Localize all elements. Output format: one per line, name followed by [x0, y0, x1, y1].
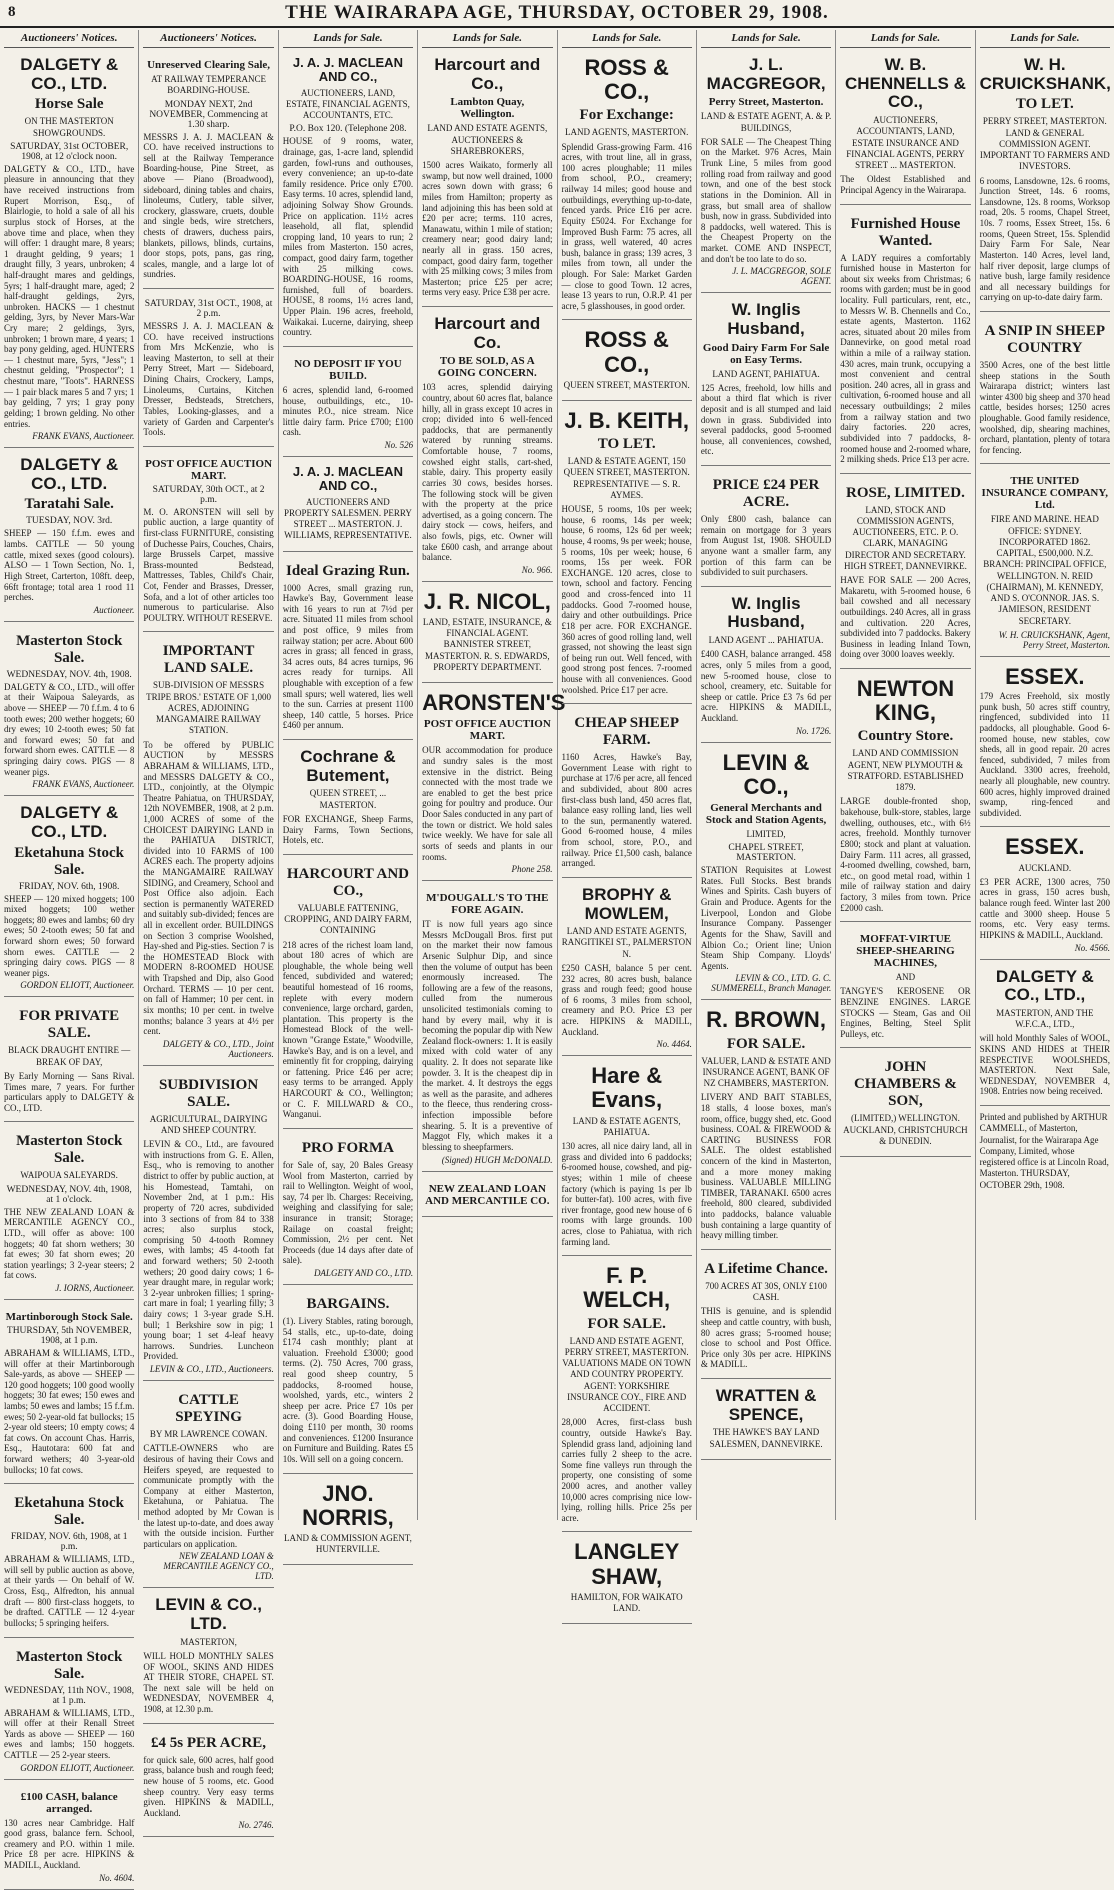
advertisement	[143, 52, 273, 289]
ad-body: A LADY requires a comfortably furnished house in Masterton for about six weeks from Christmas; 6 rooms with garden; must be in good locality. Full particulars, rent, etc., to Messrs W. B. Chennells and Co., estate agents, Masterton. 1162 acres, situated about 20 miles from Dannevirke, on good metal road within a mile of a railway station. 430 acres, main trunk, occupying a most convenient and central position. 240 acres, all in grass and cultivation, 6-roomed house and all necessary outbuildings; 2 miles from a railway station and two dairy factories. 220 acres, subdivided into 7 paddocks, 8-roomed house and 2-roomed whare, 2 milking sheds. Price £13 per acre.	[840, 252, 971, 465]
ad-body: DALGETY & CO., LTD., will offer at their Waipoua Saleyards, as above — SHEEP — 70 f.f.m. 4 to 6 tooth ewes; 200 wether hoggets; 60 dry ewes; 10 2-tooth ewes; 50 fat and forward ewes; 50 fat and forward shorn ewes. CATTLE — 8 springing dairy cows. PIGS — 8 weaner pigs.	[4, 681, 135, 777]
ad-subtitle: FIRE AND MARINE. HEAD OFFICE: SYDNEY. INCORPORATED 1862. CAPITAL, £500,000. N.Z. BRANCH: PRINCIPAL OFFICE, WELLINGTON. N. REID (CHAIRMAN), M. KENNEDY, AND S. O'CONNOR. JAS. S. JAMIESON, RESIDENT SECRETARY.	[983, 514, 1107, 626]
ad-body: LEVIN & CO., Ltd., are favoured with instructions from G. E. Allen, Esq., who is removing to another district to offer by public auction, at his Homestead, Tamtahi, on November 2nd, at 1 p.m.: His property of 720 acres, subdivided into 3 sections of from 84 to 338 acres; also surplus stock, comprising 50 4-tooth Romney ewes, with lambs; 45 4-tooth fat and forward wethers; 50 2-tooth wethers; 20 good dairy cows; 1 6-year draught mare, in regular work; 3 2-year unbroken fillies; 1 spring-cart mare in foal; 1 yearling filly; 3 dairy cows; 1 3-year grade S.H. bull; 1 Berkshire sow in pig; 1 young boar; 1 set 4-leaf heavy harrows. Sundries. Luncheon Provided.	[143, 1139, 274, 1362]
advertisement	[422, 311, 552, 582]
advertiser-name: Cochrane & Butement,	[300, 747, 396, 785]
ad-heading: Ideal Grazing Run.	[286, 562, 410, 579]
advertiser-name: LEVIN & CO., LTD.	[155, 1595, 262, 1634]
ad-body: £250 CASH, balance 5 per cent. 232 acres, 80 acres bush, balance grass and rough feed; good house of 6 rooms, 3 miles from school, creamery and P.O. Price £3 per acre. HIPKINS & MADILL, Auckland.	[561, 962, 692, 1037]
advertisement	[701, 747, 831, 1001]
ad-body: LIVERY AND BAIT STABLES, 18 stalls, 4 loose boxes, man's room, office, buggy shed, etc. Good business. COAL & FIREWOOD & CARTING BUSINESS FOR SALE. The oldest established concern of the kind in Masterton, and a more money making business. VALUABLE MILLING TIMBER, TARANAKI. 6500 acres freehold, 800 cleared, subdivided into paddocks, balance valuable bush containing a large quantity of heavy milling timber.	[700, 1092, 832, 1241]
advertiser-name: F. P. WELCH,	[583, 1263, 671, 1313]
ad-heading: FOR PRIVATE SALE.	[19, 1008, 120, 1042]
masthead	[0, 0, 1114, 28]
ad-heading: CATTLE SPEYING	[175, 1392, 242, 1426]
ad-heading: PRICE £24 PER ACRE.	[712, 477, 820, 511]
ad-body: To be offered by PUBLIC AUCTION by MESSRS ABRAHAM & WILLIAMS, LTD., and MESSRS DALGETY & CO., LTD., conjointly, at the Olympic Theatre Pahiatua, on THURSDAY, 12th NOVEMBER, 1908, at 2 p.m. 1,000 ACRES of some of the CHOICEST DAIRYING LAND in the PAHIATUA DISTRICT, divided into 10 FARMS of 100 ACRES each. The property adjoins the MANGAMAIRE RAILWAY SIDING, and Creamery, School and Post Office also adjoin. Each section is permanently WATERED and suitably sub-divided; fences are all in excellent order. BUILDINGS on Section 3 comprise Woolshed, Hay-shed and Pig-sties. Section 7 is the HOMESTEAD Block with MODERN 8-ROOMED HOUSE with Trapshed and Dip, also Good Orchard. TERMS — 10 per cent. on fall of Hammer; 10 per cent. in six months; 10 per cent. in twelve months; balance 3 years at 4½ per cent.	[143, 739, 274, 1037]
advertisement	[701, 1004, 831, 1249]
ad-signature: No. 526	[384, 439, 414, 450]
ad-heading: Furnished House Wanted.	[850, 215, 961, 249]
advertisement	[4, 1001, 134, 1122]
ad-heading: A SNIP IN SHEEP COUNTRY	[984, 322, 1106, 356]
advertiser-name: J. B. KEITH,	[564, 408, 690, 433]
advertisement	[4, 1304, 134, 1484]
ad-heading: Eketahuna Stock Sale.	[14, 844, 124, 878]
ad-body: for quick sale, 600 acres, half good grass, balance bush and rough feed; new house of 5 rooms, etc. Good sheep country. Very easy terms given. HIPKINS & MADILL, Auckland.	[143, 1754, 274, 1818]
section-heading: Lands for Sale.	[980, 30, 1110, 48]
advertiser-name: DALGETY & CO., LTD.	[20, 803, 119, 841]
ad-subtitle: LAND & ESTATE AGENT, 150 QUEEN STREET, MASTERTON. REPRESENTATIVE — S. R. AYMES.	[563, 456, 690, 500]
advertisement	[283, 859, 413, 1129]
advertisement	[701, 470, 831, 587]
advertisement	[422, 1176, 552, 1217]
column-6	[697, 30, 836, 1520]
ad-body: M. O. ARONSTEN will sell by public auction, a large quantity of first-class FURNITURE, consisting of Duchesse Pairs, Couches, Chairs, large Brussels Carpet, massive Brass-mounted Bedstead, Mattresses, Tables, Child's Chair, Cot, Fender and Brasses, Dresser, Sofa, and a lot of other articles too numerous to particularise. Also POULTRY. WITHOUT RESERVE.	[143, 506, 274, 623]
advertiser-name: BROPHY & MOWLEM,	[581, 884, 672, 923]
advertiser-name: ROSS & CO.,	[584, 55, 669, 105]
advertisement	[4, 1784, 134, 1890]
advertiser-name: Hare & Evans,	[591, 1063, 663, 1113]
ad-subtitle: ON THE MASTERTON SHOWGROUNDS.	[24, 116, 114, 138]
ad-signature: J. L. MACGREGOR, SOLE AGENT.	[732, 266, 832, 287]
advertiser-name: J. A. J. MACLEAN AND CO.,	[292, 55, 403, 85]
ad-signature: LEVIN & CO., LTD. G. C. SUMMERELL, Branch Manager.	[711, 973, 832, 994]
ad-signature: NEW ZEALAND LOAN & MERCANTILE AGENCY CO., LTD.	[163, 1551, 274, 1582]
ad-heading: Good Dairy Farm For Sale on Easy Terms.	[702, 341, 830, 366]
advertisement	[283, 556, 413, 741]
advertisement	[143, 1728, 273, 1838]
ad-heading: TO LET.	[597, 436, 656, 453]
ad-subtitle: LAND & ESTATE AGENT, A. & P. BUILDINGS,	[700, 111, 832, 133]
ad-heading: ROSE, LIMITED.	[846, 484, 965, 501]
ad-signature: LEVIN & CO., LTD., Auctioneers.	[149, 1364, 274, 1375]
ad-subtitle: MASTERTON,	[180, 1636, 237, 1647]
ad-date: TUESDAY, NOV. 3rd.	[26, 516, 113, 527]
advertisement	[283, 1133, 413, 1285]
ad-signature: Auctioneer.	[93, 604, 135, 615]
ad-subtitle: QUEEN STREET, ... MASTERTON.	[309, 788, 387, 810]
ad-signature: No. 4464.	[656, 1039, 692, 1050]
advertisement	[283, 744, 413, 855]
ad-body: 130 acres, all nice dairy land, all in grass and divided into 6 paddocks; 6-roomed house, cowshed, and pig-styes; within 1 mile of cheese factory (which is paying 1s per lb for butter-fat). 100 acres, with five river frontage, good new house of 6 rooms with large grounds. 100 acres, close to Pahiatua, with rich farming land.	[561, 1141, 692, 1247]
advertiser-name: ROSS & CO.,	[584, 327, 669, 377]
ad-heading: Country Store.	[857, 728, 954, 745]
ad-subtitle: LAND AND ESTATE AGENT, PERRY STREET, MASTERTON. VALUATIONS MADE ON TOWN AND COUNTRY PROPERTY. AGENT: YORKSHIRE INSURANCE COY., FIRE AND ACCIDENT.	[562, 1335, 692, 1414]
ad-subtitle: (LIMITED,) WELLINGTON. AUCKLAND, CHRISTCHURCH & DUNEDIN.	[843, 1113, 968, 1146]
ad-body: (1). Livery Stables, rating borough, 54 stalls, etc., up-to-date, doing £174 cash monthly; plant at valuation. Freehold £3000; good terms. (2). 750 Acres, 700 grass, real good sheep country, 5 paddocks, 8-roomed house, woolshed, yards, etc., winters 2 sheep per acre. Price £7 10s per acre. (3). Good Boarding House, doing £110 per month, 30 rooms and conveniences. £1200 Insurance on Furniture and Building. Rates £5 10s. Will sell on a going concern.	[282, 1316, 414, 1464]
ad-signature: FRANK EVANS, Auctioneer.	[32, 431, 135, 442]
ad-heading: FOR SALE.	[587, 1315, 666, 1332]
ad-subtitle: HAMILTON, FOR WAIKATO LAND.	[570, 1591, 683, 1614]
ad-body: will hold Monthly Sales of WOOL, SKINS AND HIDES at THEIR RESPECTIVE WOOLSHEDS, MASTERTON. Next Sale, WEDNESDAY, NOVEMBER 4, 1908. Entries now being received.	[979, 1033, 1110, 1097]
advertisement	[562, 882, 692, 1056]
advertisement	[422, 52, 552, 307]
ad-heading: FOR SALE.	[726, 1035, 806, 1052]
ad-subtitle: LAND, STOCK AND COMMISSION AGENTS, AUCTIONEERS, ETC. P. O. CLARK, MANAGING DIRECTOR AND SECRETARY. HIGH STREET, DANNEVIRKE.	[844, 504, 967, 571]
ad-signature: DALGETY AND CO., LTD.	[313, 1268, 414, 1278]
ad-body: £3 PER ACRE, 1300 acres, 750 acres in grass, 150 acres bush, balance rough feed. Winter last 200 cattle and 3000 sheep. House 5 rooms, etc. Very easy terms. HIPKINS & MADILL, Auckland.	[979, 876, 1110, 940]
ad-body: ABRAHAM & WILLIAMS, LTD., will offer at their Renall Street Yards as above — SHEEP — 160 ewes and lambs; 150 hoggets. CATTLE — 25 2-year steers.	[4, 1707, 135, 1760]
advertiser-name: J. A. J. MACLEAN AND CO.,	[292, 463, 403, 494]
ad-heading: THE UNITED INSURANCE COMPANY, Ltd.	[981, 475, 1109, 512]
column-8	[976, 30, 1114, 1520]
ad-subtitle: BY MR LAWRENCE COWAN.	[149, 1429, 268, 1440]
advertiser-name: ARONSTEN'S	[422, 690, 566, 716]
ad-heading: Masterton Stock Sale.	[16, 1133, 123, 1167]
ad-subtitle: AGRICULTURAL, DAIRYING AND SHEEP COUNTRY.	[149, 1113, 268, 1135]
ad-subtitle: WAIPOUA SALEYARDS.	[20, 1170, 118, 1181]
advertisement	[4, 1642, 134, 1780]
ad-heading: SUBDIVISION SALE.	[158, 1076, 259, 1110]
page-number: 8	[8, 4, 16, 20]
column-4	[418, 30, 566, 1520]
advertiser-name: LANGLEY SHAW,	[574, 1539, 680, 1589]
ad-heading: TO LET.	[1015, 96, 1074, 113]
ad-body: 130 acres near Cambridge. Half good grass, balance fern. School, creamery and P.O. within 1 mile. Price £8 per acre. HIPKINS & MADILL, Auckland.	[4, 1817, 135, 1870]
ad-subtitle: LAND AGENTS, MASTERTON.	[565, 127, 689, 138]
advertisement	[143, 636, 273, 1065]
ad-heading: For Exchange:	[579, 107, 674, 124]
ad-body: CATTLE-OWNERS who are desirous of having their Cows and Heifers speyed, are requested to communicate promptly with the Company at either Masterton, Eketahuna, or Pahiatua. The method adopted by Mr Cowan is the latest up-to-date, and does away with the outside incision. Further particulars on application.	[143, 1443, 274, 1549]
advertiser-name: LEVIN & CO.,	[722, 749, 810, 799]
advertisement	[283, 52, 413, 347]
section-heading: Lands for Sale.	[562, 30, 692, 48]
ad-heading: Masterton Stock Sale.	[16, 632, 123, 666]
section-heading: Lands for Sale.	[701, 30, 831, 48]
section-heading: Auctioneers' Notices.	[4, 30, 134, 48]
ad-heading: JOHN CHAMBERS & SON,	[853, 1059, 957, 1110]
ad-heading: TO BE SOLD, AS A GOING CONCERN.	[437, 355, 537, 380]
advertisement	[562, 1060, 692, 1256]
advertiser-name: J. R. NICOL,	[423, 588, 551, 614]
ad-subtitle: LAND AND ESTATE AGENTS, AUCTIONEERS & SHAREBROKERS,	[427, 123, 548, 156]
ad-subtitle: SUB-DIVISION OF MESSRS TRIPE BROS.' ESTATE OF 1,000 ACRES, ADJOINING MANGAMAIRE RAILWAY STATION.	[146, 680, 272, 736]
ad-subtitle: AUCTIONEERS, ACCOUNTANTS, LAND, ESTATE INSURANCE AND FINANCIAL AGENTS, PERRY STREET ... MASTERTON.	[846, 115, 965, 171]
ad-body: By Early Morning — Sans Rival. Times mare, 7 years. For further particulars apply to DALGETY & CO., LTD.	[4, 1070, 135, 1113]
advertiser-name: W. Inglis Husband,	[727, 300, 805, 338]
ad-signature: Phone 258.	[511, 864, 553, 875]
ad-subtitle: 700 ACRES AT 30S, ONLY £100 CASH.	[705, 1280, 827, 1303]
advertisement	[980, 316, 1110, 464]
advertisement	[422, 687, 566, 881]
advertisement	[4, 1126, 134, 1300]
ad-body: LARGE double-fronted shop, bakehouse, bulk-store, stables, large dwelling, outhouses, etc., with 6½ acres, freehold. Monthly turnover £800; stock and plant at valuation. Dairy Farm. 111 acres, all grassed, 4-roomed dwelling, cowshed, barn, etc., on good metal road, within 1 mile of railway station and dairy factory, 3 miles from town. Price £2000 cash.	[840, 796, 971, 913]
ad-heading: Horse Sale	[34, 96, 104, 113]
ad-body: DALGETY & CO., LTD., have pleasure in announcing that they have received instructions from Rupert Morrison, Esq., of Blairlogie, to hold a sale of all his surplus stock of Horses, at the above time and place, when they will offer: 1 draught mare, 8 years; 1 draught gelding, 9 years; 1 draught filly, 3 years, unbroken; 4 half-draught mares and geldings, 5yrs; 1 half-draught mare, aged; 2 half-draught geldings, 2yrs, unbroken. HACKS — 1 chestnut gelding, 3yrs, by Never Mars-War Cry mare; 2 geldings, 3yrs, unbroken; 1 brown mare, 4 years; 1 bay pony gelding, aged. HUNTERS — 1 chestnut mare, 5yrs, "Jess"; 1 chestnut gelding, "Prospector"; 1 chestnut mare, "Toots". HARNESS — 1 pair black mares 5 and 7 yrs; 1 bay gelding, 7 yrs; 1 gray pony gelding; 1 brown gelding. No other entries.	[4, 163, 135, 429]
ad-body: TANGYE'S KEROSENE OR BENZINE ENGINES. LARGE STOCKS — Steam, Gas and Oil Engines, Belting, Steel Split Pulleys, etc.	[840, 986, 971, 1039]
ad-signature: GORDON ELIOTT, Auctioneer.	[20, 980, 135, 991]
ad-date: SATURDAY, 31st OCTOBER, 1908, at 12 o'clock noon.	[10, 141, 129, 162]
ad-heading: NO DEPOSIT IF YOU BUILD.	[294, 357, 402, 382]
advertisement	[980, 661, 1110, 828]
ad-subtitle: LAND AGENT, PAHIATUA.	[712, 368, 820, 379]
section-heading: Lands for Sale.	[283, 30, 413, 48]
ad-subtitle: VALUER, LAND & ESTATE AND INSURANCE AGENT, BANK OF NZ CHAMBERS, MASTERTON.	[701, 1055, 831, 1089]
ad-signature: FRANK EVANS, Auctioneer.	[32, 779, 135, 790]
ad-date: WEDNESDAY, 11th NOV., 1908, at 1 p.m.	[4, 1685, 134, 1706]
ad-signature: DALGETY & CO., LTD., Joint Auctioneers.	[162, 1038, 274, 1059]
advertisement	[980, 964, 1110, 1107]
ad-body: WILL HOLD MONTHLY SALES OF WOOL, SKINS AND HIDES AT THEIR STORE, CHAPEL ST. The next sale will be held on WEDNESDAY, NOVEMBER 4, 1908, at 12.30 p.m.	[143, 1651, 274, 1715]
ad-heading: £4 5s PER ACRE,	[151, 1734, 267, 1751]
advertisement	[562, 1260, 692, 1532]
advertisement	[980, 52, 1110, 312]
ad-heading: M'DOUGALL'S TO THE FORE AGAIN.	[426, 892, 549, 917]
column-1	[0, 30, 139, 1883]
advertisement	[283, 461, 413, 552]
advertiser-name: Harcourt and Co.,	[434, 55, 541, 93]
ad-body: FOR EXCHANGE, Sheep Farms, Dairy Farms, Town Sections, Hotels, etc.	[282, 813, 414, 846]
ad-subtitle: LAND & ESTATE AGENTS, PAHIATUA.	[572, 1115, 681, 1137]
ad-body: The Oldest Established and Principal Agency in the Wairarapa.	[840, 174, 971, 195]
ad-signature: GORDON ELIOTT, Auctioneer.	[20, 1762, 135, 1773]
ad-body: for Sale of, say, 20 Bales Greasy Wool from Masterton, carried by rail to Wellington. Weight of wool, say, 74 per lb. Charges: Receiving, weighing and classifying for sale; insurance in transit; Storage; Railage on coastal freight; Commission, 2½ per cent. Net Proceeds (due 14 days after date of sale).	[282, 1159, 414, 1266]
ad-subtitle: BLACK DRAUGHT ENTIRE — BREAK OF DAY,	[8, 1045, 131, 1067]
advertisement	[422, 885, 552, 1171]
ad-body: 28,000 Acres, first-class bush country, outside Hawke's Bay. Splendid grass land, adjoining land carries fully 2 sheep to the acre. Some fine valleys run through the property, one consisting of some 2000 acres, and another valley 10,000 acres comprising nice low-lying, rolling hills. Price 25s per acre.	[561, 1417, 692, 1523]
ad-subtitle: QUEEN STREET, MASTERTON.	[563, 379, 690, 390]
advertisement	[840, 926, 970, 1048]
ad-heading: Lambton Quay, Wellington.	[450, 96, 525, 121]
ad-subtitle: AUCKLAND.	[1018, 862, 1072, 873]
advertiser-name: DALGETY & CO., LTD.	[20, 455, 119, 493]
ad-subtitle: AUCTIONEERS AND PROPERTY SALESMEN. PERRY STREET ... MASTERTON. J. WILLIAMS, REPRESENTATIVE.	[283, 496, 412, 541]
advertisement	[840, 478, 970, 669]
advertisement	[4, 1488, 134, 1637]
ad-date: MONDAY NEXT, 2nd NOVEMBER, Commencing at 1.30 sharp.	[149, 99, 268, 130]
ad-heading: Masterton Stock Sale.	[16, 1648, 123, 1682]
advertisement	[840, 209, 970, 474]
advertiser-name: W. Inglis Husband,	[727, 593, 805, 632]
ad-heading: Unreserved Clearing Sale,	[147, 59, 271, 71]
advertisement	[980, 831, 1110, 959]
ad-subtitle: MASTERTON, AND THE W.F.C.A., LTD.,	[996, 1007, 1094, 1030]
ad-signature: No. 1726.	[795, 725, 832, 736]
ad-signature: No. 2746.	[238, 1820, 274, 1831]
advertisement	[422, 586, 552, 683]
advertisement	[283, 351, 413, 457]
ad-body: ABRAHAM & WILLIAMS, LTD., will sell by public auction as above, at their yards — On behalf of W. Cross, Esq., Alfredton, his annual draft — 800 first-class hoggets, to be drafted. CATTLE — 12 4-year bullocks; 5 springing heifers.	[4, 1554, 135, 1628]
section-heading: Lands for Sale.	[422, 30, 552, 48]
ad-body: HOUSE, 5 rooms, 10s per week; house, 6 rooms, 14s per week; house, 6 rooms, 12s 6d per week; house, 4 rooms, 9s per week; house, 5 rooms, 10s per week; house, 6 rooms, 15s per week. FOR EXCHANGE. 120 acres, close to town, school and factory. Fencing good and cross-fenced into 11 paddocks. Good 7-roomed house, dairy and other outbuildings. Price £18 per acre. FOR EXCHANGE. 360 acres of good rolling land, well grassed, not showing the least sign of being run out. Well fenced, with good strong post fences. 7-roomed house with all conveniences. Good woolshed. Price £17 per acre.	[561, 504, 692, 695]
ad-heading: Eketahuna Stock Sale.	[14, 1495, 124, 1529]
ad-heading: Perry Street, Masterton.	[708, 96, 824, 109]
ad-date: FRIDAY, NOV. 6th, 1908, at 1 p.m.	[10, 1532, 128, 1553]
ad-body: 3500 Acres, one of the best little sheep stations in the South Wairarapa district; winters last winter 4300 big sheep and 370 head cattle, besides horses; 1250 acres ploughable. Good family residence, woolshed, dip, shearing machines, orchard, plantation, plenty of totara for fencing.	[979, 359, 1110, 455]
ad-date: FRIDAY, NOV. 6th, 1908.	[18, 881, 120, 892]
advertiser-name: R. BROWN,	[706, 1007, 826, 1033]
ad-date: CHAPEL STREET, MASTERTON.	[728, 843, 804, 864]
ad-body: HAVE FOR SALE — 200 Acres, Makaretu, with 5-roomed house, 6 bail cowshed and all necessary outbuildings. 240 Acres, all in grass and cultivation. 220 Acres, subdivided into 7 paddocks. Bakery Business in leading Inland Town, doing over 3000 loaves weekly.	[840, 575, 971, 660]
ad-heading: CHEAP SHEEP FARM.	[574, 715, 679, 749]
ad-body: £400 CASH, balance arranged. 458 acres, only 5 miles from a good, new 5-roomed house, close to school, creamery, etc. Suitable for sheep or cattle. Price £3 7s 6d per acre. HIPKINS & MADILL, Auckland.	[700, 649, 832, 724]
ad-signature: No. 4566.	[1074, 942, 1110, 953]
ad-body: SHEEP — 120 mixed hoggets; 100 mixed hoggets; 100 wether hoggets; 80 ewes and lambs; 60 dry ewes; 50 2-tooth ewes; 50 fat and forward shorn ewes; 50 forward shorn ewes. CATTLE — 2 springing dairy cows. PIGS — 8 weaner pigs.	[4, 893, 135, 978]
ad-body: 1160 Acres, Hawke's Bay, Government Lease with right to purchase at 17/6 per acre, all fenced and subdivided, about 800 acres first-class bush land, 450 acres flat, balance easy rolling land, lies well to the sun, permanently watered. Good 6-roomed house, 4 miles from school, store, P.O., and railway. Price £1,500 cash, balance arranged.	[561, 752, 692, 869]
ad-subtitle: AT RAILWAY TEMPERANCE BOARDING-HOUSE.	[151, 74, 266, 96]
ad-body: 1500 acres Waikato, formerly all swamp, but now well drained, 1000 acres sown down with grass; 6 miles from Hamilton; property as land adjoining this has been sold at £20 per acre; terms. 110 acres, Manawatu, within 1 mile of station; creamery near; good dairy land; nearly all in grass. 150 acres, compact, good dairy farm, together with 25 milking cows; 3 miles from Masterton; price £25 per acre; terms very easy. Price £38 per acre.	[422, 160, 553, 298]
advertisement	[143, 1592, 273, 1723]
section-heading: Auctioneers' Notices.	[143, 30, 273, 48]
ad-body: Splendid Grass-growing Farm. 416 acres, with trout line, all in grass, 100 acres ploughable; 11 miles from school, P.O., creamery; railway 14 miles; good house and outbuildings, everything up-to-date, fenced yards. Price £16 per acre. Equity £5024. For Exchange for Improved Bush Farm: 75 acres, all in grass, well watered, 40 acres bush, balance in grass; 139 acres, 3 miles from town, all under the plough. For Sale: Market Garden — close to good Town. 12 acres, lease 13 years to run, O.R.P. 41 per acre, 5 glasshouses, in good order.	[561, 141, 692, 311]
ad-heading: General Merchants and Stock and Station Agents,	[705, 802, 827, 826]
advertiser-name: NEWTON KING,	[856, 676, 955, 726]
advertisement	[4, 452, 134, 622]
ad-date: P.O. Box 120. (Telephone 208.	[289, 124, 407, 135]
ad-heading: £100 CASH, balance arranged.	[20, 1790, 118, 1815]
ad-body: FOR SALE — The Cheapest Thing on the Market. 976 Acres, Main Trunk Line, 5 miles from good rolling road from railway and good town, and one of the best stock stations in the Dominion. All in grass, but small area of shallow bush, now in grass. Subdivided into 8 paddocks, well watered. This is the Cheapest Property on the market. COME AND INSPECT, and don't be too late to do so.	[700, 136, 832, 264]
ad-subtitle: LAND AGENT ... PAHIATUA.	[708, 635, 824, 646]
ad-signature: No. 966.	[521, 564, 553, 575]
advertiser-name: W. B. CHENNELLS & CO.,	[844, 55, 966, 112]
advertisement	[840, 52, 970, 205]
ad-subtitle: LAND AND COMMISSION AGENT, NEW PLYMOUTH & STRATFORD. ESTABLISHED 1879.	[847, 748, 964, 793]
ad-subtitle: AUCTIONEERS, LAND, ESTATE, FINANCIAL AGENTS, ACCOUNTANTS, ETC.	[285, 87, 410, 121]
column-2	[139, 30, 278, 1831]
ad-body: THIS is genuine, and is splendid sheep and cattle country, with bush, 80 acres grass; 5-roomed house; close to school and Post Office. Price only 30s per acre. HIPKINS & MADILL.	[700, 1306, 832, 1370]
column-7	[836, 30, 975, 1520]
ad-body: MESSRS J. A. J. MACLEAN & CO. have received instructions from Mrs McKenzie, who is leaving Masterton, to sell at their Perry Street, Mart — Sideboard, Dining Chairs, Crockery, Lamps, Linoleums, Curtains, Kitchen Dresser, Bedsteads, Stretchers, Tables, Looking-glasses, and a variety of Garden and Carpenter's Tools.	[143, 321, 274, 438]
column-5	[558, 30, 697, 1614]
ad-body: HOUSE of 9 rooms, water, drainage, gas, 1-acre land, splendid garden, fowl-runs and outhouses, every convenience; an up-to-date family residence. Price only £700. Easy terms. 10 acres, splendid land, adjoining Solway Show Grounds. Price on application. 11½ acres leasehold, all flat, splendid cropping land, 10 years to run; 2 miles from Masterton. 150 acres, compact, good dairy farm, together with 25 milking cows. BOARDING-HOUSE, 16 rooms, furnished, full of boarders. HOUSE, 8 rooms, 1½ acres land, Upper Plain. 196 acres, freehold, Waikakai. Lucerne, dairying, sheep country.	[282, 136, 414, 338]
advertisement	[562, 52, 692, 320]
ad-heading: PRO FORMA	[301, 1139, 394, 1156]
advertiser-name: DALGETY & CO., LTD.,	[995, 966, 1094, 1005]
ad-heading: HARCOURT AND CO.,	[286, 865, 409, 899]
ad-body: 125 Acres, freehold, low hills and about a third flat which is river deposit and is all stumped and laid down in grass. Subdivided into several paddocks, good 5-roomed house, all conveniences, cowshed, etc.	[700, 382, 832, 457]
advertisement	[562, 324, 692, 401]
advertisement	[701, 297, 831, 466]
ad-date: WEDNESDAY, NOV. 4th, 1908, at 1 o'clock.	[6, 1184, 132, 1205]
ad-body: MESSRS J. A. J. MACLEAN & CO. have received instructions to sell at the Railway Temperance Boarding-house, Pine Street, as above — Piano (Broadwood), sideboard, dining tables and chairs, linoleums, Cutlery, table silver, crockery, glassware, cruets, double and single beds, wire stretchers, chests of drawers, duchess pairs, blankets, pillows, blinds, curtains, door stops, pots, pans, gas ring, scales, mangle, and a large lot of sundries.	[143, 131, 274, 280]
ad-body: 218 acres of the richest loam land, about 180 acres of which are ploughable, the whole being well fenced, subdivided and watered; beautiful homestead of 16 rooms, replete with every modern convenience, large orchard, garden, plantation. This property is the Homestead Block of the well-known "Grange Estate," Woodville, Hawke's Bay, and is on a level, and eminently fit for cropping, dairying or fattening. Price £46 per acre; easy terms to be arranged. Apply HARCOURT & CO., Wellington; or C. F. MILLWARD & CO., Wanganui.	[282, 939, 414, 1120]
advertisement	[143, 1385, 273, 1588]
ad-heading: IMPORTANT LAND SALE.	[162, 643, 255, 677]
ad-heading: A Lifetime Chance.	[704, 1260, 828, 1277]
ad-heading: POST OFFICE AUCTION MART.	[145, 457, 273, 482]
ad-subtitle: LAND, ESTATE, INSURANCE, & FINANCIAL AGENT. BANNISTER STREET, MASTERTON. R. S. EDWARDS, PROPERTY DEPARTMENT.	[422, 616, 552, 672]
advertiser-name: ESSEX.	[1005, 834, 1085, 860]
column-3	[279, 30, 418, 1555]
ad-signature: J. IORNS, Auctioneer.	[55, 1282, 135, 1293]
ad-heading: BARGAINS.	[306, 1296, 390, 1312]
page-columns	[0, 30, 1114, 1883]
advertiser-name: W. H. CRUICKSHANK,	[979, 55, 1111, 93]
ad-body: IT is now full years ago since Messrs McDougall Bros. first put on the market their now famous Arsenic Sulphur Dip, and since then the volume of output has been enormously increased. The following are a few of the reasons, culled from the numerous unsolicited testimonials coming to hand by every mail, why it is becoming the popular dip with New Zealand flock-owners: 1. It is easily mixed with cold water of any quality. 2. It does not separate like powder. 3. It is the cheapest dip in the market. 4. It destroys the eggs as well as the parasite, and adheres to the fleece, thus rendering cross-infection impossible before shearing. 5. It is a preventive of Maggot Fly, which makes it a blessing to sheepfarmers.	[422, 919, 553, 1152]
newspaper-title: THE WAIRARAPA AGE, THURSDAY, OCTOBER 29, 1908.	[285, 2, 829, 23]
advertisement	[701, 591, 831, 743]
advertiser-name: ESSEX.	[1005, 663, 1085, 689]
advertisement	[980, 468, 1110, 657]
advertiser-name: WRATTEN & SPENCE,	[715, 1385, 817, 1424]
advertisement	[562, 708, 692, 878]
ad-body: SHEEP — 150 f.f.m. ewes and lambs. CATTLE — 50 young cattle, mixed sexes (good colours). ALSO — 1 Town Section, No. 1, High Street, Carterton, 108ft. deep, 66ft frontage; total area 1 rood 11 perches.	[4, 528, 135, 603]
advertiser-name: JNO. NORRIS,	[302, 1480, 394, 1530]
ad-signature: (Signed) HUGH McDONALD.	[441, 1154, 553, 1165]
ad-body: 103 acres, splendid dairying country, about 60 acres flat, balance hilly, all in grass except 10 acres in crop; divided into 6 well-fenced paddocks, that are permanently watered by running streams. Comfortable house, 7 rooms, cowshed eight stalls, cart-shed, stable, dairy. This property easily carries 30 cows, besides horses. The following stock will be given with the property at the price advertised, as a going concern. The dairy stock — cows, heifers, and also fowls, pigs, etc. Owner will take £600 cash, and arrange about balance.	[422, 382, 553, 563]
advertiser-name: Harcourt and Co.	[434, 314, 541, 352]
ad-heading: NEW ZEALAND LOAN AND MERCANTILE CO.	[425, 1182, 550, 1207]
ad-signature: W. H. CRUICKSHANK, Agent, Perry Street, Masterton.	[998, 629, 1110, 650]
ad-body: ABRAHAM & WILLIAMS, LTD., will offer at their Martinborough Sale-yards, as above — SHEEP — 120 good hoggets; 100 good woolly hoggets; 30 fat ewes; 150 ewes and lambs; 50 ewes and lambs; 15 f.f.m. ewes; 50 2-year-old fat bullocks; 15 2-year old steers; 10 empty cows; 4 fat cows. On account Chas. Harris, Esq., Hautotara: 600 fat and forward wethers; 40 3-year-old bullocks; 10 fat cows.	[4, 1347, 135, 1475]
advertisement	[701, 1254, 831, 1379]
advertisement	[840, 673, 970, 922]
advertisement	[143, 293, 273, 447]
advertisement	[701, 1383, 831, 1460]
ad-subtitle: VALUABLE FATTENING, CROPPING, AND DAIRY FARM, CONTAINING	[284, 902, 412, 936]
ad-body: OUR accommodation for produce and sundry sales is the most extensive in the district. Being connected with the most trade we are enabled to get the best price going for poultry and produce. Our Door Sales conducted in any part of the town or district. We hold sales twice weekly. We have for sale all sorts of seeds and plants in our rooms.	[422, 745, 553, 862]
ad-body: 1000 Acres, small grazing run, Hawke's Bay, Government lease with 16 years to run at 7½d per acre. Situated 11 miles from school and post office, 9 miles from railway station; per acre. About 600 acres in grass; all fenced in grass, 34 acres outs, 84 acres turnips, 96 acres ready for turnips. All ploughable with exception of a few small spurs; well watered, lies well to the sun. Carries at present 1100 sheep, 140 cattle, 5 horses. Price £460 per annum.	[282, 582, 414, 731]
ad-date: SATURDAY, 30th OCT., at 2 p.m.	[152, 484, 265, 505]
ad-heading: MOFFAT-VIRTUE SHEEP-SHEARING MACHINES,	[856, 933, 955, 970]
advertiser-name: J. L. MACGREGOR,	[706, 55, 826, 93]
advertisement	[283, 1289, 413, 1474]
ad-body: STATION Requisites at Lowest Rates. Full Stocks. Best brands Wines and Spirits. Cash buyers of Grain and Produce. Agents for the Liverpool, London and Globe Insurance Company. Passenger Agents for the Shaw, Savill and Albion Co.; Orient line; Union Steam Ship Company. Lloyds' Agents.	[700, 865, 832, 971]
ad-subtitle: THE HAWKE'S BAY LAND SALESMEN, DANNEVIRKE.	[709, 1427, 823, 1449]
advertisement	[143, 451, 273, 633]
advertisement	[4, 626, 134, 796]
ad-subtitle: LIMITED,	[746, 829, 786, 839]
advertisement	[562, 405, 692, 704]
advertisement	[4, 52, 134, 448]
ad-subtitle: PERRY STREET, MASTERTON. LAND & GENERAL COMMISSION AGENT. IMPORTANT TO FARMERS AND INVESTORS.	[979, 116, 1110, 172]
section-heading: Lands for Sale.	[840, 30, 970, 48]
ad-heading: Martinborough Stock Sale.	[5, 1310, 133, 1323]
advertisement	[283, 1478, 413, 1566]
ad-body: THE NEW ZEALAND LOAN & MERCANTILE AGENCY CO., LTD., will offer as above: 100 hoggets; 40 fat shorn wethers; 30 fat ewes; 30 fat shorn ewes; 20 station yearlings; 3 2-year steers; 2 fat cows.	[4, 1206, 135, 1281]
printer-imprint: Printed and published by ARTHUR CAMMELL, of Masterton, Journalist, for the Wairarapa Age Company, Limited, whose registered office is at Lincoln Road, Masterton. THURSDAY, OCTOBER 29th, 1908.	[979, 1112, 1109, 1190]
advertisement	[562, 1536, 692, 1624]
ad-heading: POST OFFICE AUCTION MART.	[423, 718, 551, 743]
advertiser-name: DALGETY & CO., LTD.	[20, 55, 119, 93]
ad-body: 6 acres, splendid land, 6-roomed house, outbuildings, etc., 10-minutes P.O., nice stream. Nice little dairy farm. Price £700; £100 cash.	[282, 384, 414, 438]
ad-date: SATURDAY, 31st OCT., 1908, at 2 p.m.	[144, 299, 273, 320]
ad-date: WEDNESDAY, NOV. 4th, 1908.	[6, 669, 132, 680]
ad-body: 6 rooms, Lansdowne, 12s. 6 rooms, Junction Street, 14s. 6 rooms, Lansdowne, 12s. 8 rooms, Worksop road, 20s. 5 rooms, Chapel Street, 10s. 7 rooms, Essex Street, 15s. 6 rooms, Queen Street, 15s. Splendid Dairy Farm For Sale, Near Masterton. 140 Acres, level land, half river deposit, large clumps of native bush, large family residence and all necessary buildings for carrying on up-to-date dairy farm.	[979, 175, 1110, 303]
ad-heading: Taratahi Sale.	[24, 496, 114, 513]
ad-subtitle: AND	[895, 972, 916, 983]
advertisement	[840, 1052, 970, 1157]
ad-subtitle: LAND AND ESTATE AGENTS, RANGITIKEI ST., PALMERSTON N.	[561, 926, 692, 959]
advertisement	[143, 1070, 273, 1381]
ad-body: 179 Acres Freehold, six mostly punk bush, 50 acres stiff country, ringfenced, subdivided into 11 paddocks, all ploughable. Good 6-roomed house, new stables, cow sheds, all in good repair. 20 acres fenced, subdivided, 7 miles from Auckland. 3300 acres, freehold, nearly all ploughable, new country. 600 acres, highly improved drained swamp, ring-fenced and subdivided.	[979, 691, 1110, 818]
ad-date: THURSDAY, 5th NOVEMBER, 1908, at 1 p.m.	[6, 1325, 132, 1346]
advertisement	[4, 800, 134, 997]
ad-body: Only £800 cash, balance can remain on mortgage for 3 years from August 1st, 1908. SHOULD anyone want a smaller farm, any portion of this farm can be subdivided to suit purchasers.	[700, 514, 832, 578]
ad-subtitle: LAND & COMMISSION AGENT, HUNTERVILLE.	[284, 1532, 412, 1555]
ad-signature: No. 4604.	[99, 1872, 135, 1883]
advertisement	[701, 52, 831, 293]
